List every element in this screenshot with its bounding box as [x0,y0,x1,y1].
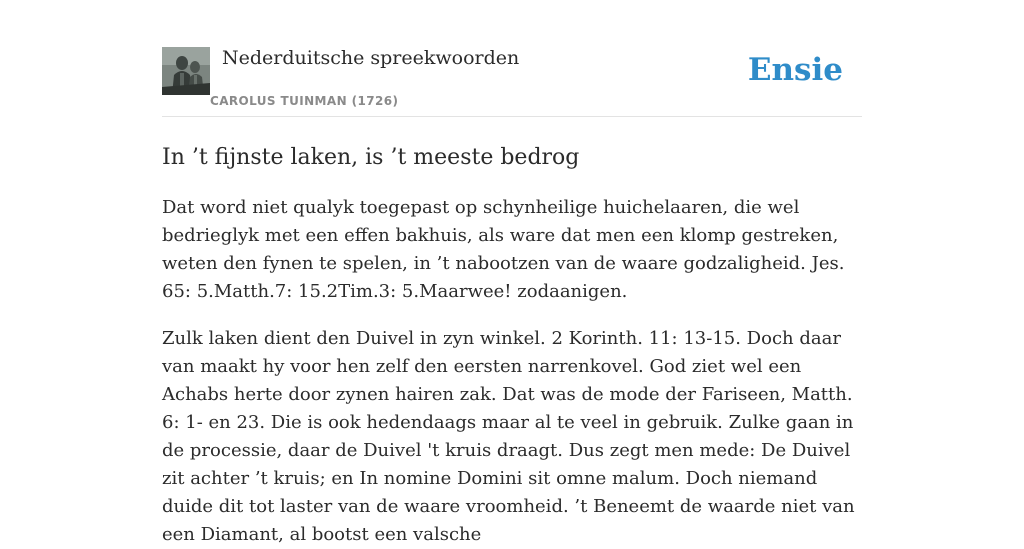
entry-paragraph: Dat word niet qualyk toegepast op schynheilige huichelaaren, die wel bedrieglyk met een effen bakhuis, als ware dat men een klomp gestreken, weten den fynen te spelen, in ’t nabootzen van de waare godzaligheid. Jes. 65: 5.Matth.7: 15.2Tim.3: 5.Maarwee! zodaanigen. [162,197,845,302]
book-header [162,0,862,117]
entry-paragraph: Zulk laken dient den Duivel in zyn winkel. 2 Korinth. 11: 13-15. Doch daar van maakt hy voor hen zelf den eersten narrenkovel. God ziet wel een Achabs herte door zynen hairen zak. Dat was de mode der Fariseen, Matth. 6: 1- en 23. Die is ook hedendaags maar al te veel in gebruik. Zulke gaan in de processie, daar de Duivel 't kruis draagt. Dus zegt men mede: De Duivel zit achter ’t kruis; en In nomine Domini sit omne malum. Doch niemand duide dit tot laster van de waare vroomheid. ’t Beneemt de waarde niet van een Diamant, al bootst een valsche [162,328,855,545]
statue-portrait-icon [162,47,210,95]
page [162,0,862,549]
author-name[interactable]: CAROLUS TUINMAN (1726) [210,94,399,108]
entry-title: In ’t fijnste laken, is ’t meeste bedrog [162,145,580,170]
ensie-logo[interactable]: Ensie [747,52,843,88]
book-title[interactable]: Nederduitsche spreekwoorden [222,47,520,69]
author-avatar[interactable] [162,47,210,95]
